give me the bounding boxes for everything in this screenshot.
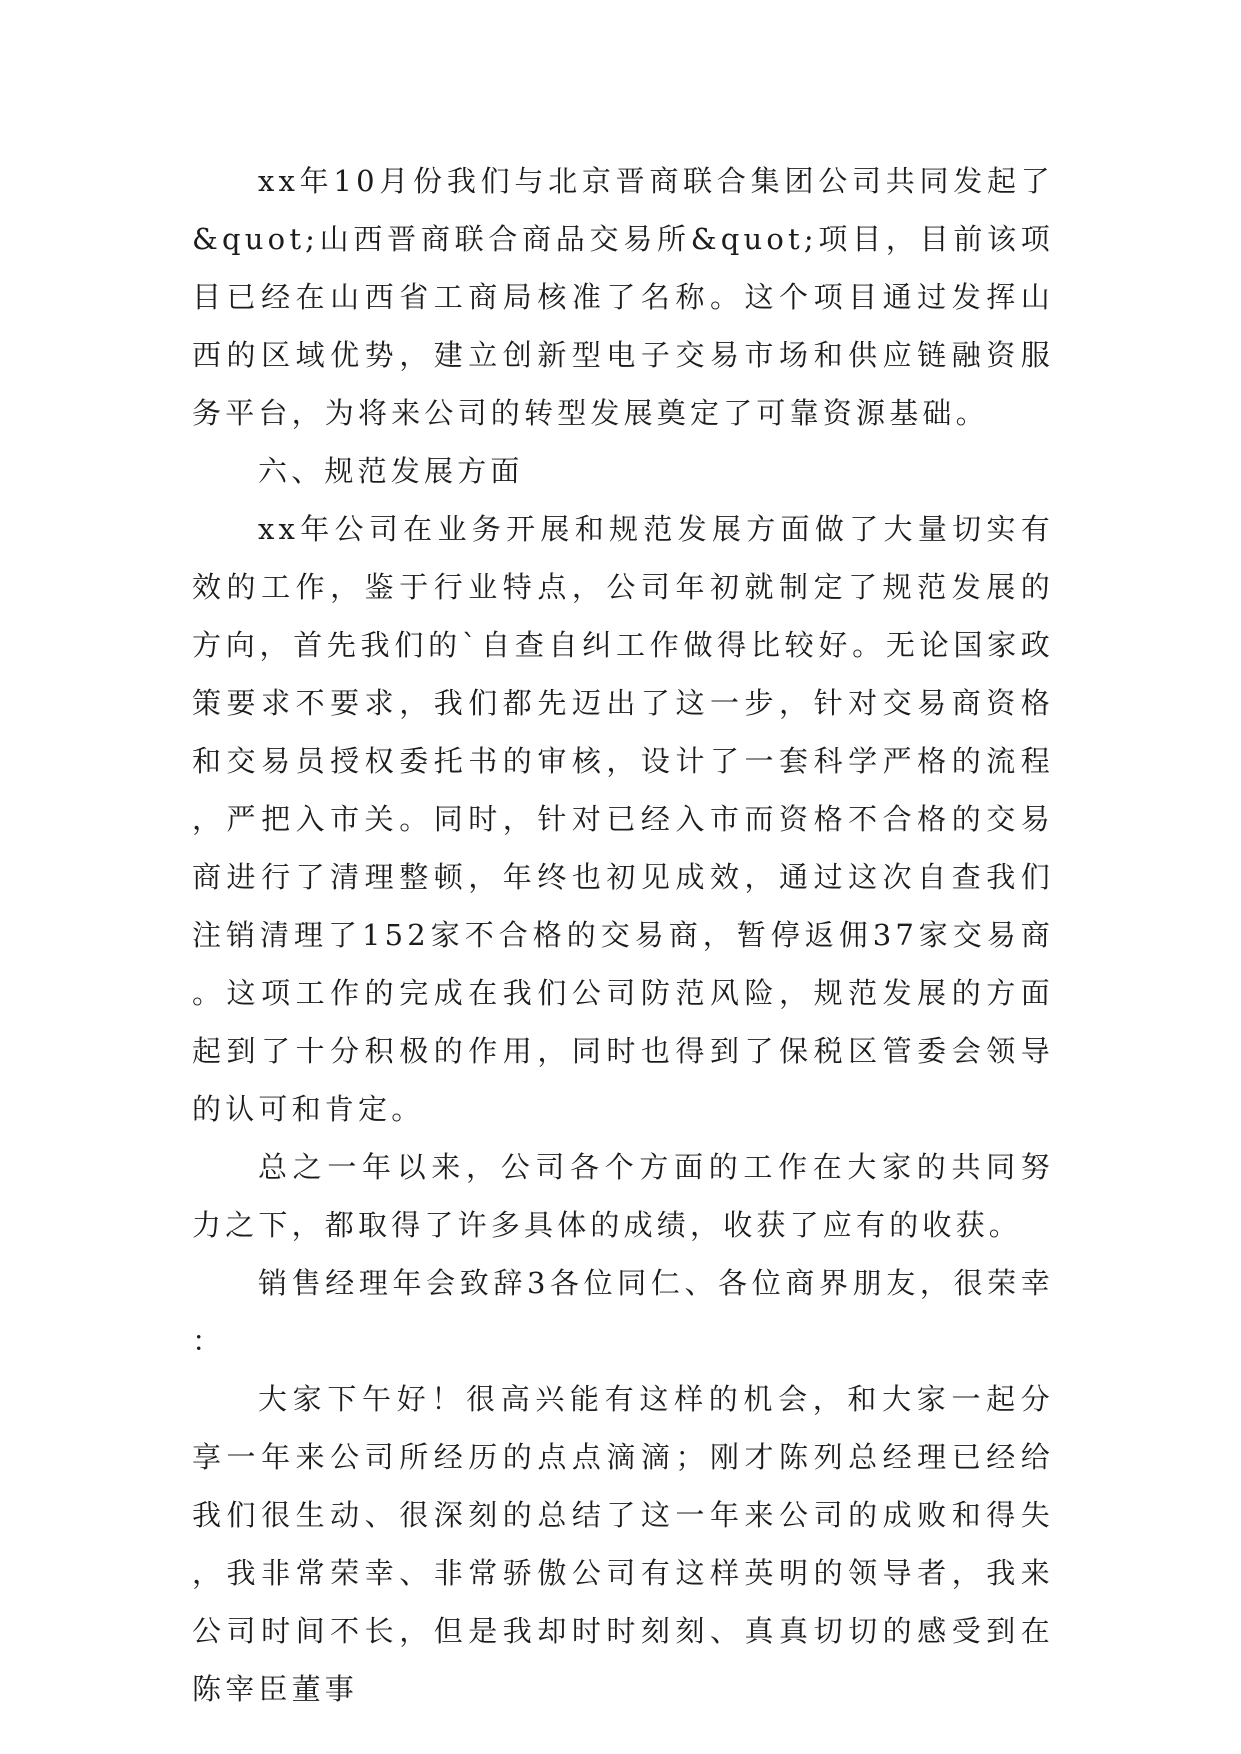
section-heading-standardized-development: 六、规范发展方面 [258, 454, 524, 488]
paragraph-speech-title: 销售经理年会致辞3各位同仁、各位商界朋友，很荣幸： [192, 1266, 1054, 1358]
paragraph-standardized-development: xx年公司在业务开展和规范发展方面做了大量切实有效的工作，鉴于行业特点，公司年初就制定了规范发展的方向，首先我们的`自查自纠工作做得比较好。无论国家政策要求不要求，我们都先迈出了这一步，针对交易商资格和交易员授权委托书的审核，设计了一套科学严格的流程，严把入市关。同时，针对已经入市而资格不合格的交易商进行了清理整顿，年终也初见成效，通过这次自查我们注销清理了152家不合格的交易商，暂停返佣37家交易商。这项工作的完成在我们公司防范风险，规范发展的方面起到了十分积极的作用，同时也得到了保税区管委会领导的认可和肯定。 [192, 512, 1054, 1126]
paragraph-speech-opening: 大家下午好！很高兴能有这样的机会，和大家一起分享一年来公司所经历的点点滴滴；刚才陈列总经理已经给我们很生动、很深刻的总结了这一年来公司的成败和得失，我非常荣幸、非常骄傲公司有这样英明的领导者，我来公司时间不长，但是我却时时刻刻、真真切切的感受到在陈宰臣董事 [192, 1382, 1054, 1706]
document-body [192, 152, 1054, 1718]
paragraph-summary: 总之一年以来，公司各个方面的工作在大家的共同努力之下，都取得了许多具体的成绩，收获了应有的收获。 [192, 1150, 1054, 1242]
paragraph-project: xx年10月份我们与北京晋商联合集团公司共同发起了&quot;山西晋商联合商品交易所&quot;项目，目前该项目已经在山西省工商局核准了名称。这个项目通过发挥山西的区域优势，建立创新型电子交易市场和供应链融资服务平台，为将来公司的转型发展奠定了可靠资源基础。 [192, 164, 1054, 430]
